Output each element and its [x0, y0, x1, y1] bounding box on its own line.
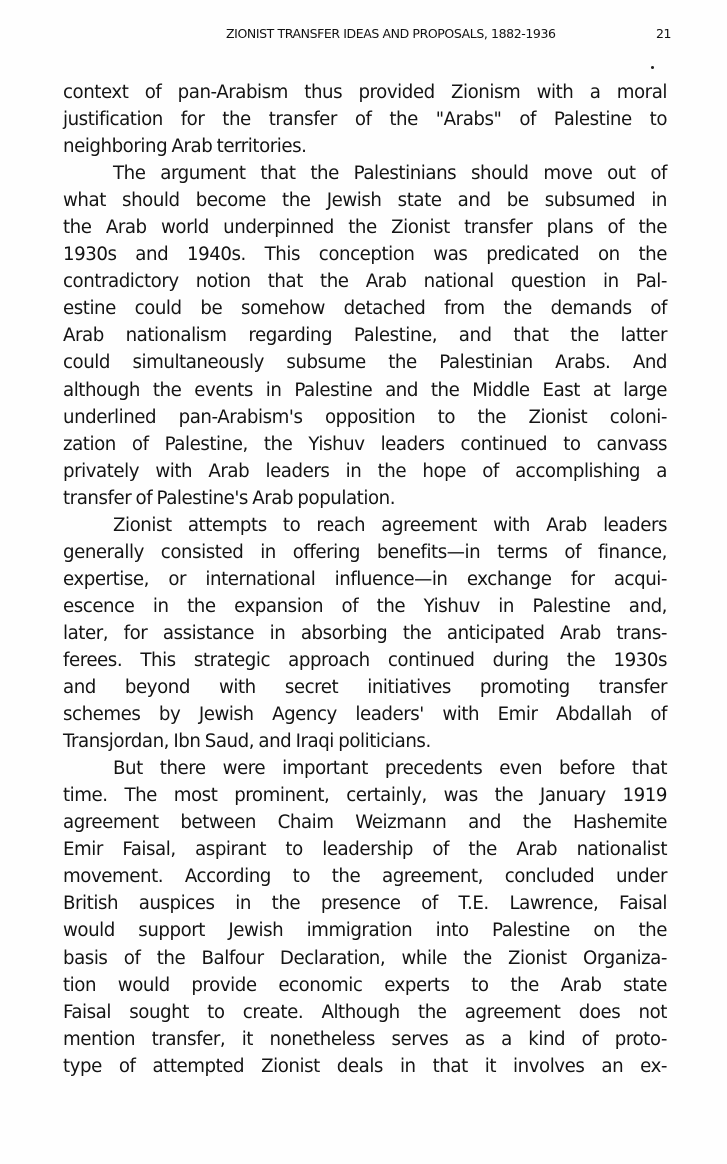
text-line: British auspices in the presence of T.E. Lawrence, Faisal	[63, 893, 667, 915]
text-line: what should become the Jewish state and be subsumed in	[63, 190, 667, 212]
text-line: mention transfer, it nonetheless serves as a kind of proto-	[63, 1028, 667, 1050]
text-line: Faisal sought to create. Although the agreement does not	[63, 1001, 667, 1023]
text-line: estine could be somehow detached from the demands of	[63, 298, 667, 320]
body-text	[63, 79, 667, 1080]
text-line: contradictory notion that the Arab national question in Pal-	[63, 271, 667, 293]
text-line: Emir Faisal, aspirant to leadership of the Arab nationalist	[63, 839, 667, 861]
text-line: context of pan-Arabism thus provided Zionism with a moral	[63, 82, 667, 103]
text-line: although the events in Palestine and the Middle East at large	[63, 379, 667, 401]
text-line: later, for assistance in absorbing the anticipated Arab trans-	[63, 622, 667, 644]
text-line: would support Jewish immigration into Palestine on the	[63, 920, 667, 942]
text-line: agreement between Chaim Weizmann and the Hashemite	[63, 812, 667, 834]
running-head-title: ZIONIST TRANSFER IDEAS AND PROPOSALS, 1882-1936	[226, 26, 556, 41]
text-line: The argument that the Palestinians should move out of	[113, 163, 667, 185]
text-line: underlined pan-Arabism's opposition to the Zionist coloni-	[63, 406, 667, 428]
text-line: neighboring Arab territories.	[63, 136, 307, 158]
text-line: movement. According to the agreement, concluded under	[63, 866, 667, 888]
text-line: and beyond with secret initiatives promoting transfer	[63, 677, 667, 699]
text-line: expertise, or international influence—in exchange for acqui-	[63, 568, 667, 590]
text-line: transfer of Palestine's Arab population.	[63, 487, 396, 509]
text-line: tion would provide economic experts to the Arab state	[63, 974, 667, 996]
text-line: time. The most prominent, certainly, was the January 1919	[63, 785, 667, 807]
scan-speck	[651, 66, 654, 69]
text-line: generally consisted in offering benefits—in terms of finance,	[63, 541, 667, 563]
page-number: 21	[656, 26, 672, 41]
text-line: the Arab world underpinned the Zionist transfer plans of the	[63, 217, 667, 239]
text-line: schemes by Jewish Agency leaders' with Emir Abdallah of	[63, 704, 667, 726]
text-line: But there were important precedents even before that	[113, 758, 667, 780]
text-line: type of attempted Zionist deals in that it involves an ex-	[63, 1055, 667, 1077]
text-line: Transjordan, Ibn Saud, and Iraqi politicians.	[63, 731, 431, 753]
text-line: zation of Palestine, the Yishuv leaders continued to canvass	[63, 433, 667, 455]
text-line: basis of the Balfour Declaration, while the Zionist Organiza-	[63, 947, 667, 969]
running-head	[226, 26, 686, 41]
text-line: escence in the expansion of the Yishuv in Palestine and,	[63, 595, 667, 617]
text-line: Arab nationalism regarding Palestine, and that the latter	[63, 325, 667, 347]
text-line: justification for the transfer of the "Arabs" of Palestine to	[63, 109, 667, 131]
text-line: Zionist attempts to reach agreement with Arab leaders	[113, 514, 667, 536]
text-line: ferees. This strategic approach continued during the 1930s	[63, 649, 667, 671]
text-line: 1930s and 1940s. This conception was predicated on the	[63, 244, 667, 266]
text-line: could simultaneously subsume the Palestinian Arabs. And	[63, 352, 667, 374]
text-line: privately with Arab leaders in the hope of accomplishing a	[63, 460, 667, 482]
